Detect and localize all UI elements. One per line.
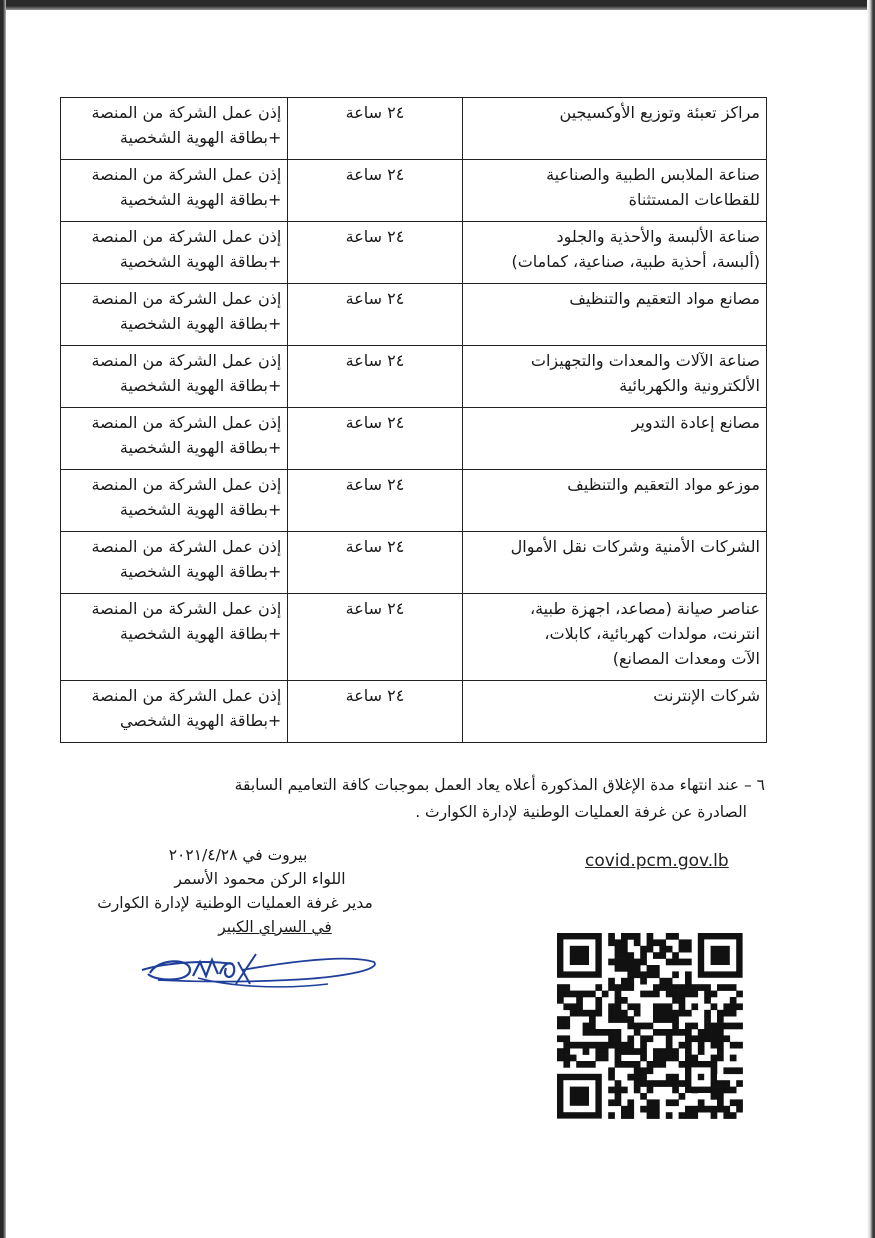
permit-line: +بطاقة الهوية الشخصية bbox=[119, 252, 282, 271]
sectors-table bbox=[60, 97, 767, 743]
permit-cell bbox=[61, 681, 288, 743]
permit-cell bbox=[61, 222, 288, 284]
sector-cell bbox=[462, 408, 766, 470]
sector-cell bbox=[462, 284, 766, 346]
permit-line: +بطاقة الهوية الشخصية bbox=[119, 190, 282, 209]
table-row bbox=[61, 681, 767, 743]
closing-note bbox=[200, 772, 765, 826]
table-row bbox=[61, 594, 767, 681]
table-row bbox=[61, 222, 767, 284]
permit-line: إذن عمل الشركة من المنصة bbox=[91, 289, 282, 308]
permit-line: إذن عمل الشركة من المنصة bbox=[91, 537, 282, 556]
permit-line: إذن عمل الشركة من المنصة bbox=[91, 413, 282, 432]
place-date: بيروت في ٢٠٢١/٤/٢٨ bbox=[168, 846, 308, 864]
sector-cell bbox=[462, 346, 766, 408]
sector-line: الآت ومعدات المصانع) bbox=[612, 649, 760, 668]
permit-line: +بطاقة الهوية الشخصية bbox=[119, 500, 282, 519]
permit-cell bbox=[61, 160, 288, 222]
sector-cell bbox=[462, 222, 766, 284]
scan-edge-right bbox=[867, 0, 875, 1238]
sector-line: صناعة الألبسة والأحذية والجلود bbox=[556, 227, 760, 246]
sector-cell bbox=[462, 470, 766, 532]
table-row bbox=[61, 470, 767, 532]
permit-line: إذن عمل الشركة من المنصة bbox=[91, 686, 282, 705]
note-line-1: ٦ – عند انتهاء مدة الإغلاق المذكورة أعلاه يعاد العمل بموجبات كافة التعاميم السابقة bbox=[234, 776, 765, 794]
sector-cell bbox=[462, 532, 766, 594]
signatory-name: اللواء الركن محمود الأسمر bbox=[174, 870, 346, 888]
sector-cell bbox=[462, 594, 766, 681]
permit-cell bbox=[61, 346, 288, 408]
permit-line: إذن عمل الشركة من المنصة bbox=[91, 599, 282, 618]
permit-line: +بطاقة الهوية الشخصية bbox=[119, 562, 282, 581]
permit-line: +بطاقة الهوية الشخصية bbox=[119, 376, 282, 395]
sector-line: موزعو مواد التعقيم والتنظيف bbox=[567, 475, 760, 494]
permit-line: إذن عمل الشركة من المنصة bbox=[91, 165, 282, 184]
hours-cell: ٢٤ ساعة bbox=[288, 532, 462, 594]
table-row bbox=[61, 408, 767, 470]
qr-code-icon bbox=[557, 933, 749, 1127]
note-line-2: الصادرة عن غرفة العمليات الوطنية لإدارة الكوارث . bbox=[415, 803, 747, 821]
permit-line: +بطاقة الهوية الشخصية bbox=[119, 438, 282, 457]
hours-cell: ٢٤ ساعة bbox=[288, 222, 462, 284]
hours-cell: ٢٤ ساعة bbox=[288, 594, 462, 681]
permit-cell bbox=[61, 470, 288, 532]
sector-line: مصانع إعادة التدوير bbox=[631, 413, 760, 432]
permit-line: إذن عمل الشركة من المنصة bbox=[91, 351, 282, 370]
permit-cell bbox=[61, 98, 288, 160]
sector-line: مراكز تعبئة وتوزيع الأوكسيجين bbox=[559, 103, 760, 122]
signing-location: في السراي الكبير bbox=[218, 918, 332, 936]
permit-line: +بطاقة الهوية الشخصي bbox=[119, 711, 282, 730]
hours-cell: ٢٤ ساعة bbox=[288, 681, 462, 743]
scan-edge-top bbox=[0, 0, 875, 10]
permit-line: إذن عمل الشركة من المنصة bbox=[91, 475, 282, 494]
sector-line: (ألبسة، أحذية طبية، صناعية، كمامات) bbox=[511, 252, 760, 271]
hours-cell: ٢٤ ساعة bbox=[288, 408, 462, 470]
sector-cell bbox=[462, 681, 766, 743]
permit-line: +بطاقة الهوية الشخصية bbox=[119, 128, 282, 147]
table-row bbox=[61, 284, 767, 346]
table-row bbox=[61, 532, 767, 594]
sector-line: للقطاعات المستثناة bbox=[628, 190, 760, 209]
permit-cell bbox=[61, 408, 288, 470]
table-row bbox=[61, 160, 767, 222]
permit-cell bbox=[61, 594, 288, 681]
website-link[interactable]: covid.pcm.gov.lb bbox=[585, 851, 729, 871]
permit-cell bbox=[61, 284, 288, 346]
sector-cell bbox=[462, 98, 766, 160]
sector-line: شركات الإنترنت bbox=[653, 686, 760, 705]
sector-line: انترنت، مولدات كهربائية، كابلات، bbox=[544, 624, 760, 643]
sector-line: مصانع مواد التعقيم والتنظيف bbox=[569, 289, 760, 308]
hours-cell: ٢٤ ساعة bbox=[288, 284, 462, 346]
sector-cell bbox=[462, 160, 766, 222]
sector-line: الشركات الأمنية وشركات نقل الأموال bbox=[510, 537, 760, 556]
permit-line: إذن عمل الشركة من المنصة bbox=[91, 103, 282, 122]
hours-cell: ٢٤ ساعة bbox=[288, 160, 462, 222]
hours-cell: ٢٤ ساعة bbox=[288, 470, 462, 532]
sector-line: صناعة الملابس الطبية والصناعية bbox=[546, 165, 760, 184]
table-row bbox=[61, 98, 767, 160]
sector-line: الألكترونية والكهربائية bbox=[619, 376, 760, 395]
sector-line: صناعة الآلات والمعدات والتجهيزات bbox=[530, 351, 760, 370]
permit-line: +بطاقة الهوية الشخصية bbox=[119, 624, 282, 643]
signatory-title: مدير غرفة العمليات الوطنية لإدارة الكوارث bbox=[97, 894, 373, 912]
signature-block bbox=[60, 843, 410, 939]
hours-cell: ٢٤ ساعة bbox=[288, 346, 462, 408]
handwritten-signature bbox=[138, 940, 378, 1004]
permit-line: إذن عمل الشركة من المنصة bbox=[91, 227, 282, 246]
table-row bbox=[61, 346, 767, 408]
permit-line: +بطاقة الهوية الشخصية bbox=[119, 314, 282, 333]
hours-cell: ٢٤ ساعة bbox=[288, 98, 462, 160]
scan-edge-left bbox=[0, 0, 6, 1238]
permit-cell bbox=[61, 532, 288, 594]
sector-line: عناصر صيانة (مصاعد، اجهزة طبية، bbox=[529, 599, 760, 618]
